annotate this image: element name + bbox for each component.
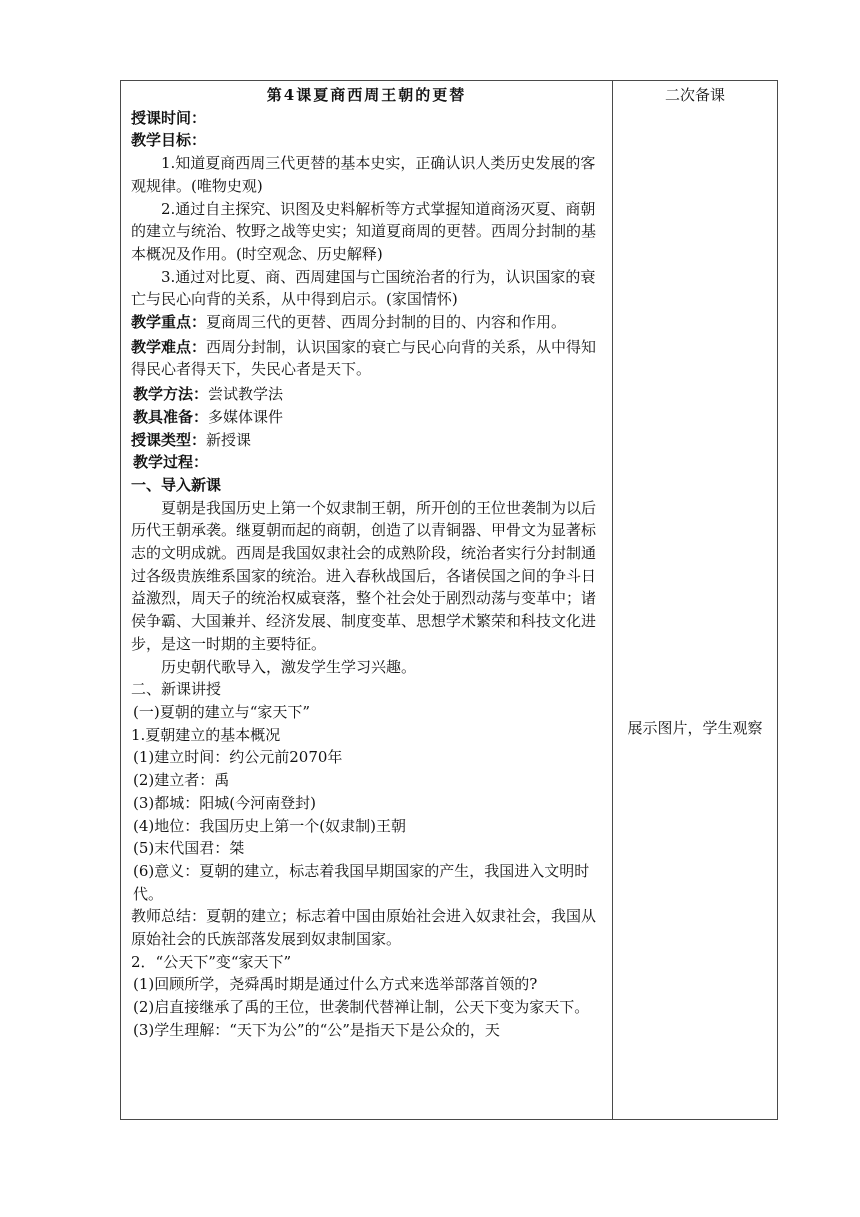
teaching-time-label: 授课时间： <box>131 108 207 127</box>
goal-item-2: 2.通过自主探究、识图及史料解析等方式掌握知道商汤灭夏、商朝的建立与统治、牧野之战等史实；知道夏商周的更替。西周分封制的基本概况及作用。(时空观念、历史解释) <box>131 199 597 263</box>
xia-fact-item: (4)地位：我国历史上第一个(奴隶制)王朝 <box>133 816 406 835</box>
xia-fact-item: (3)都城：阳城(今河南登封) <box>133 793 316 812</box>
lesson-type-text: 新授课 <box>206 430 252 449</box>
key-points <box>131 311 602 334</box>
teaching-tools-label: 教具准备： <box>133 407 209 426</box>
point-2-heading: 2．“公天下”变“家天下” <box>131 952 292 971</box>
difficulties-text: 西周分封制，认识国家的衰亡与民心向背的关系，从中得知得民心者得天下，失民心者是天下。 <box>131 337 597 379</box>
teaching-method <box>131 383 602 406</box>
key-points-text: 夏商周三代的更替、西周分封制的目的、内容和作用。 <box>206 313 567 332</box>
section-2-heading: 二、新课讲授 <box>131 680 222 699</box>
difficulties <box>131 336 602 381</box>
intro-song: 历史朝代歌导入，激发学生学习兴趣。 <box>161 657 417 676</box>
teaching-tools-text: 多媒体课件 <box>208 407 284 426</box>
teaching-process-label: 教学过程： <box>133 453 209 472</box>
xia-fact-item: (5)末代国君：桀 <box>133 839 245 858</box>
point-2-item: (3)学生理解：“天下为公”的“公”是指天下是公众的，天 <box>133 1020 500 1039</box>
xia-fact-item: (1)建立时间：约公元前2070年 <box>133 748 343 767</box>
lesson-title: 第4课夏商西周王朝的更替 <box>266 86 467 104</box>
point-1-heading: 1.夏朝建立的基本概况 <box>131 725 281 744</box>
intro-paragraph: 夏朝是我国历史上第一个奴隶制王朝，所开创的王位世袭制为以后历代王朝承袭。继夏朝而起的商朝，创造了以青铜器、甲骨文为显著标志的文明成就。西周是我国奴隶社会的成熟阶段，统治者实行分封制通过各级贵族维系国家的统治。进入春秋战国后，各诸侯国之间的争斗日益激烈，周天子的统治权威衰落，整个社会处于剧烈动荡与变革中；诸侯争霸、大国兼并、经济发展、制度变革、思想学术繁荣和科技文化进步，是这一时期的主要特征。 <box>131 498 597 653</box>
secondary-prep-header: 二次备课 <box>664 86 725 104</box>
lesson-type-label: 授课类型： <box>131 430 207 449</box>
teacher-summary: 教师总结：夏朝的建立；标志着中国由原始社会进入奴隶社会，我国从原始社会的氏族部落发展到奴隶制国家。 <box>131 907 597 949</box>
teaching-method-text: 尝试教学法 <box>208 385 284 404</box>
point-2-item: (2)启直接继承了禹的王位，世袭制代替禅让制，公天下变为家天下。 <box>133 998 590 1017</box>
section-1-heading: 一、导入新课 <box>131 475 222 494</box>
goal-item-3: 3.通过对比夏、商、西周建国与亡国统治者的行为，认识国家的衰亡与民心向背的关系，从中得到启示。(家国情怀) <box>131 267 596 309</box>
lesson-content-column <box>121 81 612 1119</box>
xia-fact-item: (6)意义：夏朝的建立，标志着我国早期国家的产生，我国进入文明时代。 <box>133 861 590 903</box>
secondary-prep-note: 展示图片，学生观察 <box>627 719 763 737</box>
key-points-label: 教学重点： <box>131 313 207 332</box>
goal-item-1: 1.知道夏商西周三代更替的基本史实，正确认识人类历史发展的客观规律。(唯物史观) <box>131 154 596 195</box>
lesson-type <box>131 429 602 452</box>
teaching-method-label: 教学方法： <box>133 385 209 404</box>
subsection-1-heading: (一)夏朝的建立与“家天下” <box>133 702 311 721</box>
difficulties-label: 教学难点： <box>131 337 207 356</box>
teaching-tools <box>131 406 602 429</box>
secondary-prep-column <box>613 81 777 1119</box>
xia-fact-item: (2)建立者：禹 <box>133 771 230 790</box>
teaching-goals-label: 教学目标： <box>131 131 207 150</box>
lesson-plan-table <box>120 80 778 1120</box>
point-2-item: (1)回顾所学，尧舜禹时期是通过什么方式来选举部落首领的? <box>133 975 538 994</box>
